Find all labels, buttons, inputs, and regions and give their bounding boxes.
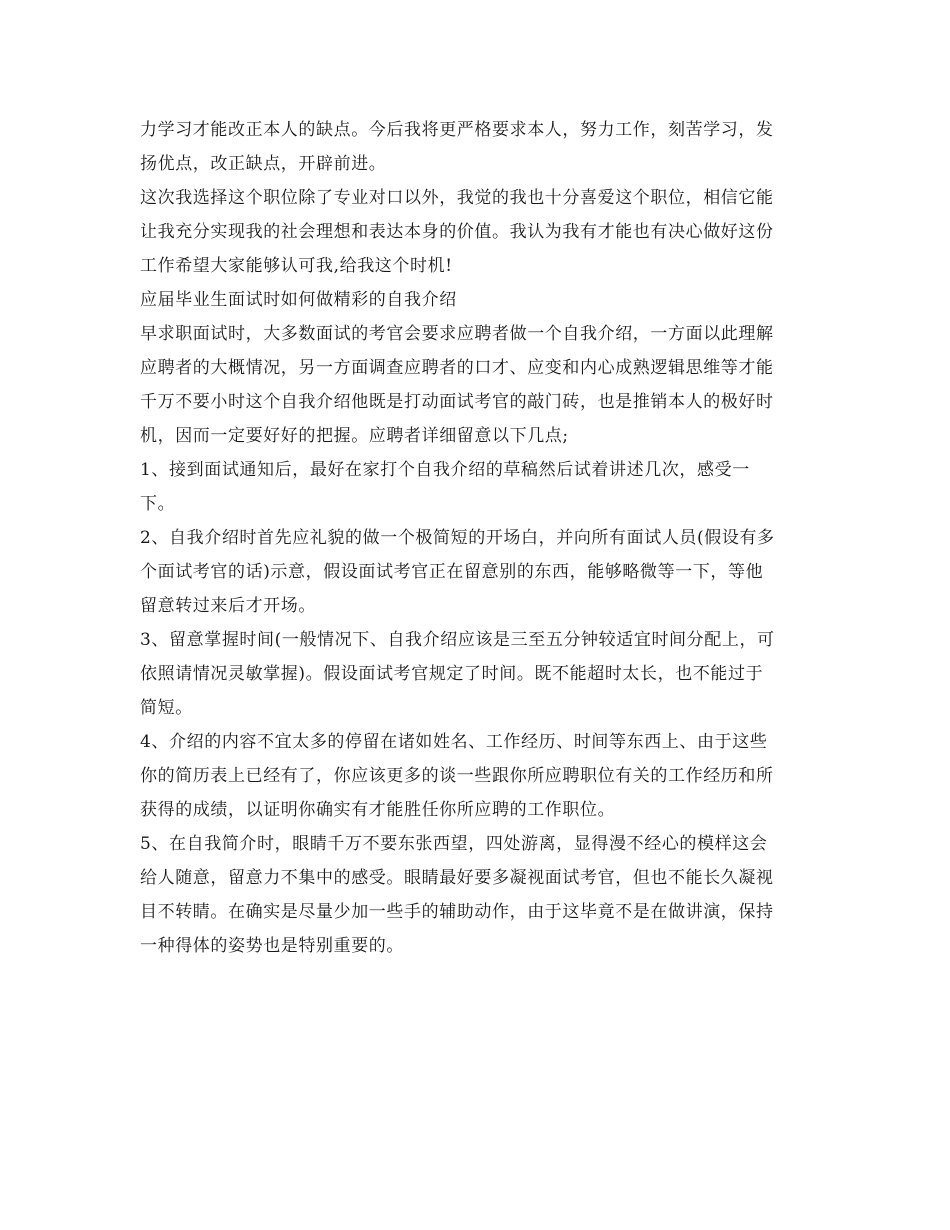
list-item-5: [140, 827, 820, 963]
text-line: 3、留意掌握时间(一般情况下、自我介绍应该是三至五分钟较适宜时间分配上，可: [140, 630, 775, 650]
text-line: 4、介绍的内容不宜太多的停留在诸如姓名、工作经历、时间等东西上、由于这些: [140, 732, 768, 752]
paragraph-position-choice: [140, 181, 820, 283]
list-item-4: [140, 725, 820, 827]
text-line: 给人随意，留意力不集中的感受。眼睛最好要多凝视面试考官，但也不能长久凝视: [140, 868, 774, 888]
text-line: 这次我选择这个职位除了专业对口以外，我觉的我也十分喜爱这个职位，相信它能: [140, 188, 774, 208]
text-line: 2、自我介绍时首先应礼貌的做一个极简短的开场白，并向所有面试人员(假设有多: [140, 528, 775, 548]
text-line: 留意转过来后才开场。: [140, 596, 316, 616]
text-line: 千万不要小时这个自我介绍他既是打动面试考官的敲门砖，也是推销本人的极好时: [140, 392, 774, 412]
text-line: 应聘者的大概情况，另一方面调查应聘者的口才、应变和内心成熟逻辑思维等才能: [140, 358, 774, 378]
text-line: 一种得体的姿势也是特别重要的。: [140, 936, 404, 956]
text-line: 个面试考官的话)示意，假设面试考官正在留意别的东西，能够略微等一下，等他: [140, 562, 764, 582]
text-line: 扬优点，改正缺点，开辟前进。: [140, 154, 387, 174]
text-line: 5、在自我简介时，眼睛千万不要东张西望，四处游离，显得漫不经心的模样这会: [140, 834, 768, 854]
text-line: 目不转睛。在确实是尽量少加一些手的辅助动作，由于这毕竟不是在做讲演，保持: [140, 902, 774, 922]
text-line: 机，因而一定要好好的把握。应聘者详细留意以下几点;: [140, 426, 569, 446]
text-line: 简短。: [140, 698, 193, 718]
list-item-2: [140, 521, 820, 623]
heading-text: 应届毕业生面试时如何做精彩的自我介绍: [140, 290, 457, 310]
paragraph-intro: [140, 317, 820, 453]
paragraph-continuation: [140, 113, 820, 181]
list-item-1: [140, 453, 820, 521]
text-line: 让我充分实现我的社会理想和表达本身的价值。我认为我有才能也有决心做好这份: [140, 222, 774, 242]
document-body: [140, 113, 820, 963]
text-line: 工作希望大家能够认可我,给我这个时机!: [140, 256, 453, 276]
text-line: 获得的成绩，以证明你确实有才能胜任你所应聘的工作职位。: [140, 800, 616, 820]
text-line: 依照请情况灵敏掌握)。假设面试考官规定了时间。既不能超时太长，也不能过于: [140, 664, 764, 684]
text-line: 你的简历表上已经有了，你应该更多的谈一些跟你所应聘职位有关的工作经历和所: [140, 766, 774, 786]
text-line: 早求职面试时，大多数面试的考官会要求应聘者做一个自我介绍，一方面以此理解: [140, 324, 774, 344]
text-line: 力学习才能改正本人的缺点。今后我将更严格要求本人，努力工作，刻苦学习，发: [140, 120, 774, 140]
text-line: 1、接到面试通知后，最好在家打个自我介绍的草稿然后试着讲述几次，感受一: [140, 460, 750, 480]
list-item-3: [140, 623, 820, 725]
section-heading: [140, 283, 820, 317]
text-line: 下。: [140, 494, 176, 514]
